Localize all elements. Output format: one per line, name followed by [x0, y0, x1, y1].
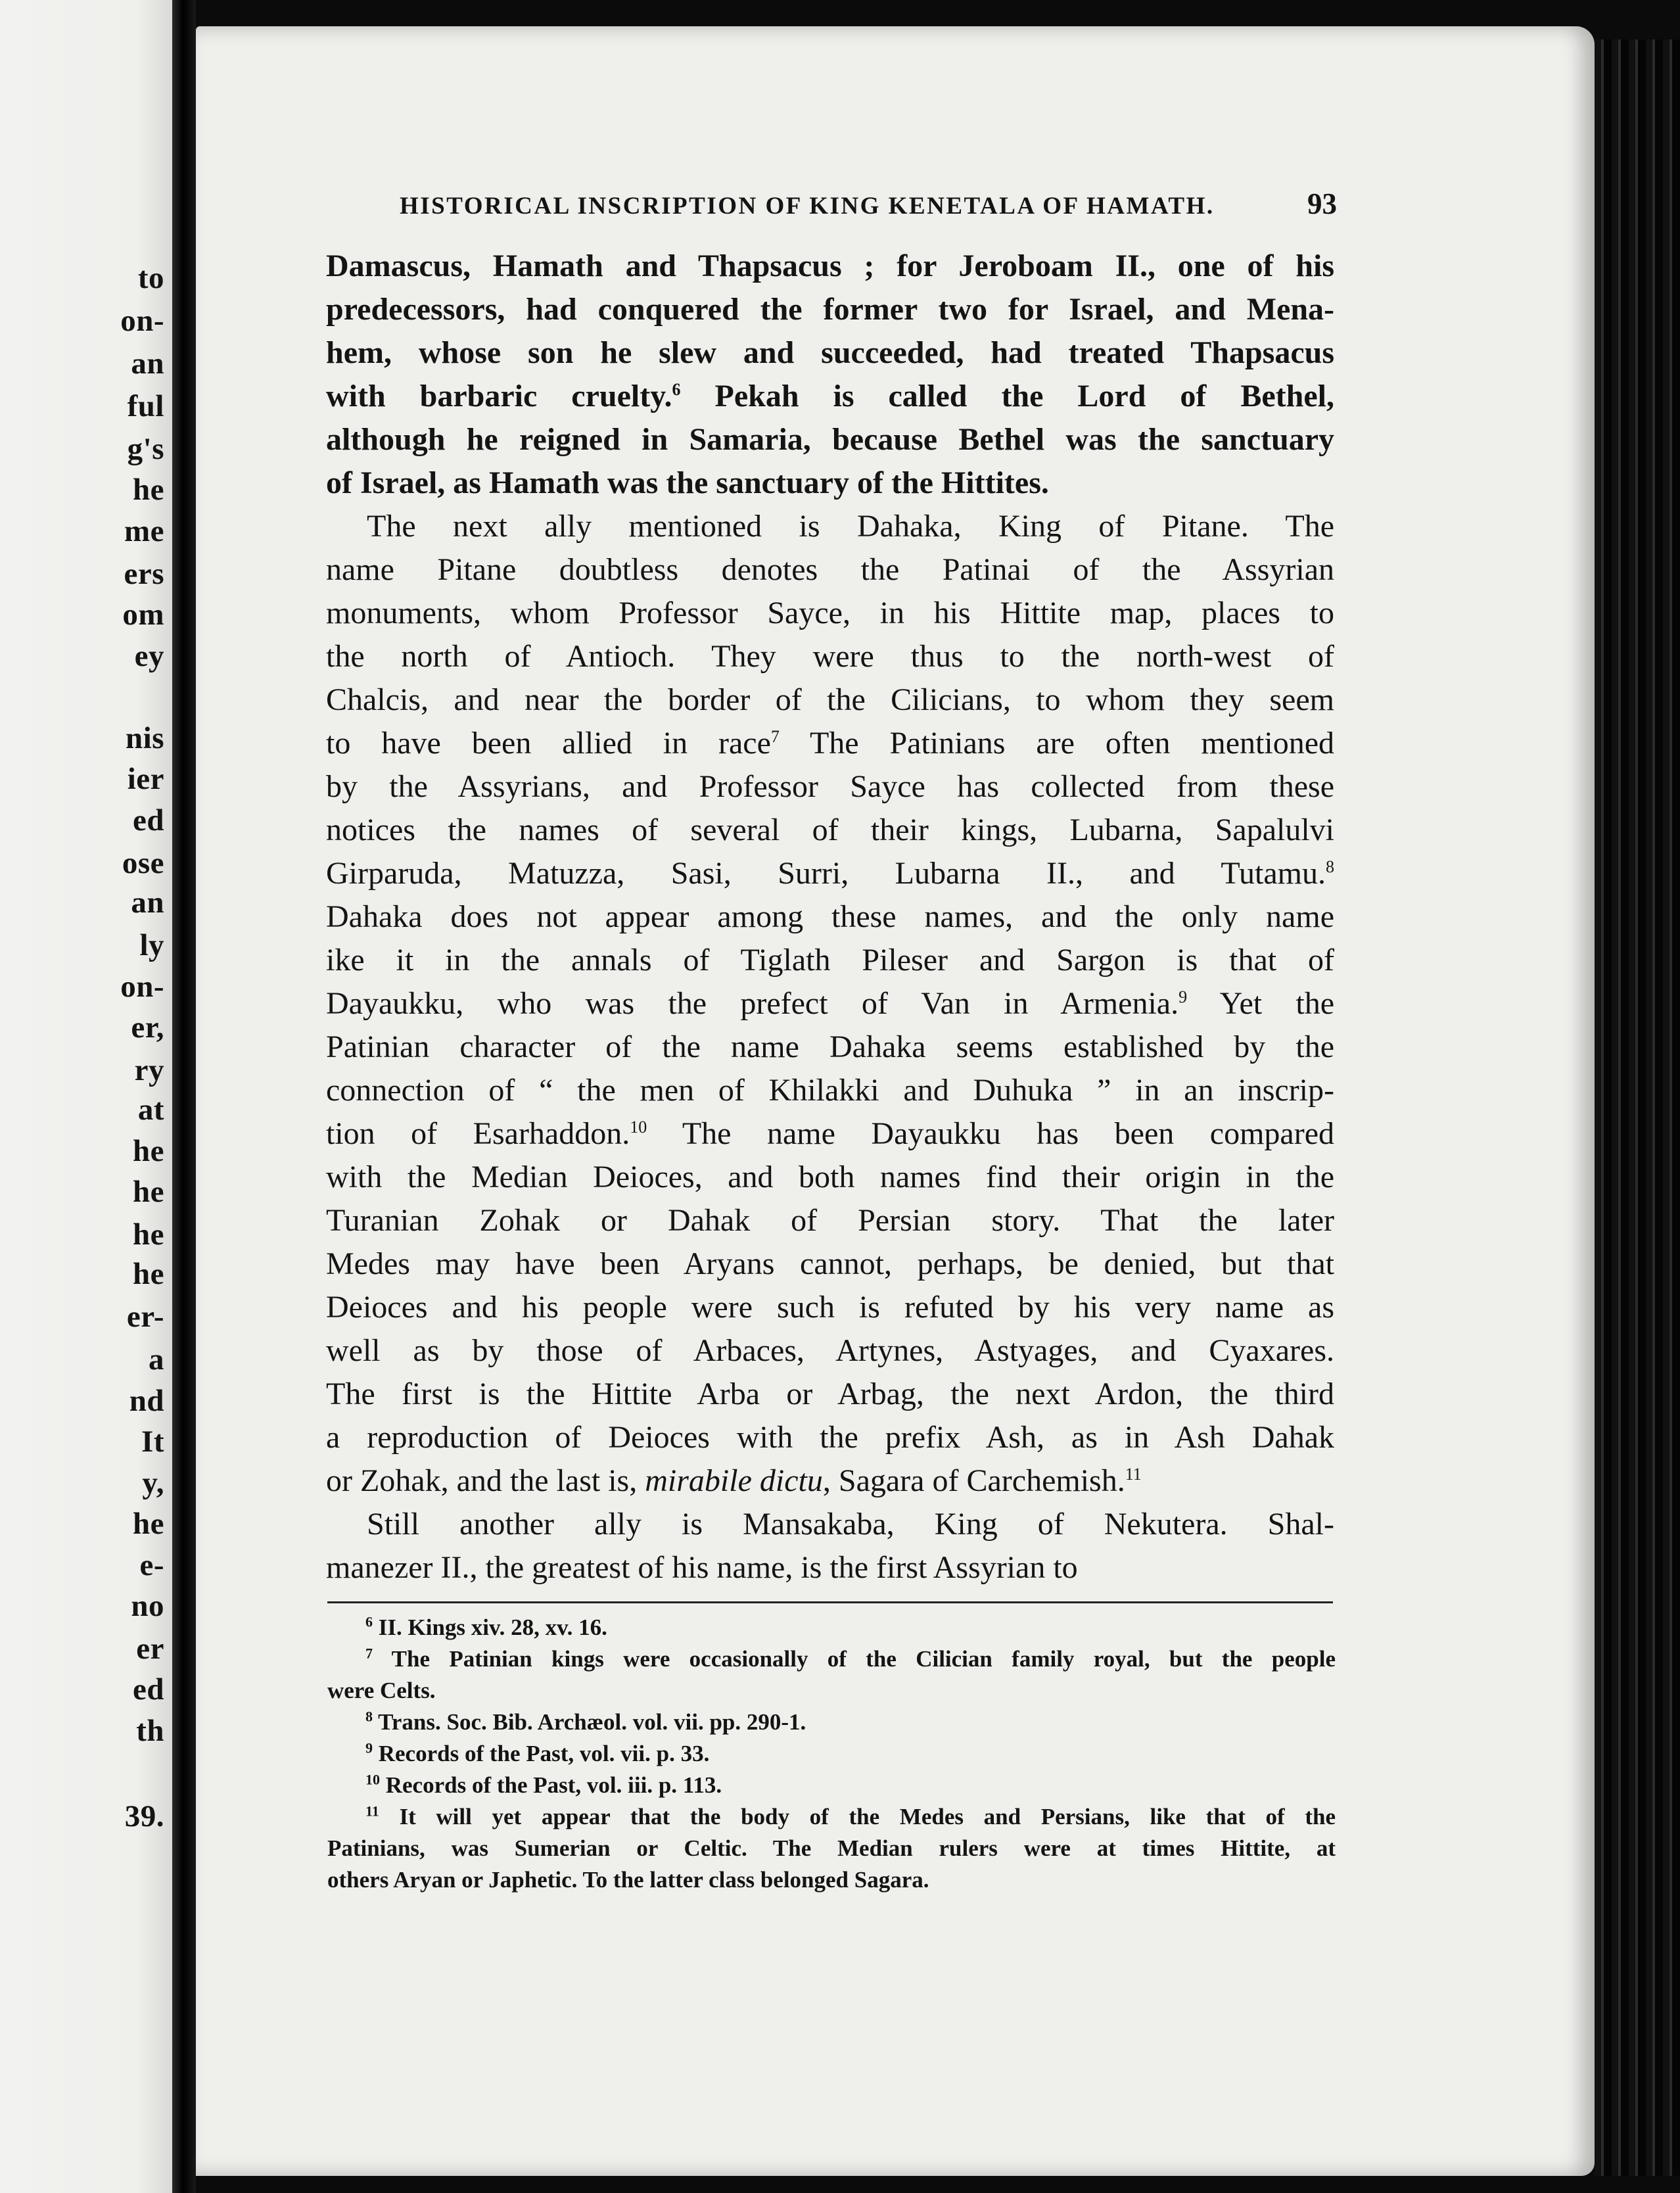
text-run: The name Dayaukku has been compared [647, 1116, 1334, 1151]
footnotes [327, 1612, 1336, 1896]
adjacent-page-fragment: ers [124, 557, 164, 591]
text-line: ike it in the annals of Tiglath Pileser and Sargon is that of [326, 943, 1334, 978]
text-line: Medes may have been Aryans cannot, perhaps, be denied, but that [326, 1246, 1334, 1281]
text-run: Pekah is called the Lord of Bethel, [680, 379, 1334, 413]
text-line [326, 375, 1334, 418]
footnote-ref: 7 [365, 1645, 373, 1662]
adjacent-page-fragment: he [133, 473, 164, 507]
text-line: predecessors, had conquered the former two for Israel, and Mena- [326, 292, 1334, 327]
footnote-7 [327, 1643, 1336, 1707]
adjacent-page-fragment: er- [126, 1300, 164, 1334]
footnote-ref: 8 [1326, 857, 1334, 876]
footnote-line [327, 1707, 1336, 1738]
adjacent-page-fragment: ed [133, 1672, 164, 1707]
footnote-10 [327, 1770, 1336, 1801]
footnote-ref: 11 [1125, 1465, 1142, 1484]
footnote-text: Records of the Past, vol. iii. p. 113. [385, 1772, 722, 1798]
adjacent-page-fragment: ful [127, 389, 164, 423]
text-line: The next ally mentioned is Dahaka, King of Pitane. The [367, 509, 1334, 544]
text-run: Girparuda, Matuzza, Sasi, Surri, Lubarna II., and Tutamu. [326, 856, 1326, 891]
adjacent-page-fragment: an [131, 346, 164, 381]
footnote-text: It will yet appear that the body of the Medes and Persians, like that of the [399, 1804, 1336, 1829]
text-line: hem, whose son he slew and succeeded, had treated Thapsacus [326, 335, 1334, 370]
adjacent-page-fragment: on- [120, 304, 164, 338]
footnote-line [327, 1738, 1336, 1770]
footnote-line [327, 1770, 1336, 1801]
text-line: connection of “ the men of Khilakki and Duhuka ” in an inscrip- [326, 1073, 1334, 1108]
text-run: Yet the [1187, 986, 1334, 1021]
text-run: , Sagara of Carchemish. [822, 1463, 1125, 1498]
adjacent-page-fragment: er [136, 1632, 164, 1666]
adjacent-page-fragment: er, [131, 1010, 164, 1045]
adjacent-page-fragment: he [133, 1175, 164, 1209]
adjacent-page-fragment: ed [133, 803, 164, 837]
text-run: tion of Esarhaddon. [326, 1116, 630, 1151]
text-run: to have been allied in race [326, 726, 771, 761]
text-line: by the Assyrians, and Professor Sayce has collected from these [326, 769, 1334, 804]
footnote-text: The Patinian kings were occasionally of the Cilician family royal, but the people [391, 1646, 1336, 1672]
footnote-11 [327, 1801, 1336, 1896]
adjacent-page-fragment: ry [134, 1053, 164, 1087]
text-line: Still another ally is Mansakaba, King of Nekutera. Shal- [367, 1507, 1334, 1542]
footnote-ref: 9 [1178, 987, 1188, 1006]
footnote-ref: 7 [770, 727, 780, 746]
page-number: 93 [1307, 187, 1337, 220]
text-line [326, 852, 1334, 895]
footnote-ref: 10 [630, 1118, 647, 1137]
footnote-ref: 8 [365, 1708, 373, 1725]
footnote-line [327, 1864, 1336, 1896]
text-line: manezer II., the greatest of his name, is the first Assyrian to [326, 1550, 1078, 1585]
text-line: Turanian Zohak or Dahak of Persian story. That the later [326, 1203, 1334, 1238]
paragraph-p1 [326, 245, 1334, 505]
adjacent-page-fragment: on- [120, 970, 164, 1004]
adjacent-page-fragment: g's [127, 432, 164, 466]
footnote-text: II. Kings xiv. 28, xv. 16. [378, 1615, 607, 1640]
adjacent-page-fragment: th [136, 1714, 164, 1748]
text-line: Patinian character of the name Dahaka seems established by the [326, 1029, 1334, 1064]
text-run: with barbaric cruelty. [326, 379, 672, 413]
body-text [326, 245, 1334, 1590]
adjacent-page-fragment: y, [142, 1466, 164, 1500]
adjacent-page-fragment: e- [139, 1548, 164, 1582]
footnote-line [327, 1801, 1336, 1833]
adjacent-page-edge [0, 0, 172, 2193]
adjacent-page-fragment: a [149, 1342, 164, 1377]
italic-phrase: mirabile dictu [645, 1463, 823, 1498]
footnote-line [327, 1833, 1336, 1864]
paragraph-p2 [326, 505, 1334, 1503]
text-line [326, 1459, 1334, 1503]
text-run: or Zohak, and the last is, [326, 1463, 645, 1498]
text-line: with the Median Deioces, and both names find their origin in the [326, 1160, 1334, 1194]
adjacent-page-fragment: nis [126, 721, 164, 755]
text-line [326, 722, 1334, 765]
footnote-text: were Celts. [327, 1678, 436, 1703]
text-line: notices the names of several of their kings, Lubarna, Sapalulvi [326, 813, 1334, 847]
paragraph-p3 [326, 1503, 1334, 1590]
text-line: well as by those of Arbaces, Artynes, Astyages, and Cyaxares. [326, 1333, 1334, 1368]
text-line: Dahaka does not appear among these names, and the only name [326, 899, 1334, 934]
text-line: Damascus, Hamath and Thapsacus ; for Jeroboam II., one of his [326, 248, 1334, 283]
footnote-ref: 6 [365, 1613, 373, 1630]
footnote-rule [327, 1601, 1333, 1603]
text-line: of Israel, as Hamath was the sanctuary of the Hittites. [326, 465, 1049, 500]
running-title: HISTORICAL INSCRIPTION OF KING KENETALA OF HAMATH. [400, 193, 1215, 220]
text-line: The first is the Hittite Arba or Arbag, the next Ardon, the third [326, 1377, 1334, 1411]
running-header [400, 187, 1337, 220]
text-run: Dayaukku, who was the prefect of Van in Armenia. [326, 986, 1179, 1021]
footnote-9 [327, 1738, 1336, 1770]
footnote-line [327, 1612, 1336, 1643]
adjacent-page-fragment: me [124, 514, 164, 548]
footnote-6 [327, 1612, 1336, 1643]
adjacent-page-fragment: om [122, 598, 164, 632]
adjacent-page-fragment: ly [139, 928, 164, 962]
text-line: a reproduction of Deioces with the prefix Ash, as in Ash Dahak [326, 1420, 1334, 1455]
adjacent-page-fragment: no [131, 1589, 164, 1623]
adjacent-page-fragment: nd [129, 1384, 164, 1418]
adjacent-page-fragment: to [137, 261, 164, 295]
footnote-line [327, 1675, 1336, 1707]
page-stack-edge [1595, 39, 1680, 2176]
adjacent-page-fragment: ey [134, 639, 164, 673]
text-line: name Pitane doubtless denotes the Patinai of the Assyrian [326, 552, 1334, 587]
adjacent-page-fragment: an [131, 885, 164, 920]
text-run: The Patinians are often mentioned [779, 726, 1334, 761]
adjacent-page-fragment: at [137, 1093, 164, 1127]
footnote-line [327, 1643, 1336, 1675]
adjacent-page-fragment: ier [127, 762, 164, 796]
footnote-text: others Aryan or Japhetic. To the latter class belonged Sagara. [327, 1867, 929, 1893]
adjacent-page-fragment: 39. [124, 1799, 164, 1833]
footnote-text: Records of the Past, vol. vii. p. 33. [378, 1741, 710, 1766]
adjacent-page-fragment: he [133, 1257, 164, 1291]
text-line [326, 982, 1334, 1026]
adjacent-page-fragment: he [133, 1217, 164, 1252]
text-line: the north of Antioch. They were thus to the north-west of [326, 639, 1334, 674]
adjacent-page-fragment: he [133, 1134, 164, 1168]
adjacent-page-fragment: ose [122, 846, 164, 880]
adjacent-page-fragment: It [141, 1425, 164, 1459]
footnote-8 [327, 1707, 1336, 1738]
adjacent-page-fragment: he [133, 1507, 164, 1541]
text-line: although he reigned in Samaria, because Bethel was the sanctuary [326, 422, 1334, 457]
text-line: Chalcis, and near the border of the Cilicians, to whom they seem [326, 682, 1334, 717]
footnote-ref: 9 [365, 1739, 373, 1757]
text-line [326, 1112, 1334, 1156]
footnote-ref: 10 [365, 1771, 380, 1788]
footnote-text: Patinians, was Sumerian or Celtic. The Median rulers were at times Hittite, at [327, 1835, 1336, 1861]
footnote-text: Trans. Soc. Bib. Archæol. vol. vii. pp. 290-1. [378, 1709, 806, 1735]
book-gutter [172, 0, 196, 2193]
text-line: Deioces and his people were such is refuted by his very name as [326, 1290, 1334, 1325]
footnote-ref: 6 [672, 380, 681, 399]
footnote-ref: 11 [365, 1803, 379, 1820]
text-line: monuments, whom Professor Sayce, in his Hittite map, places to [326, 596, 1334, 630]
